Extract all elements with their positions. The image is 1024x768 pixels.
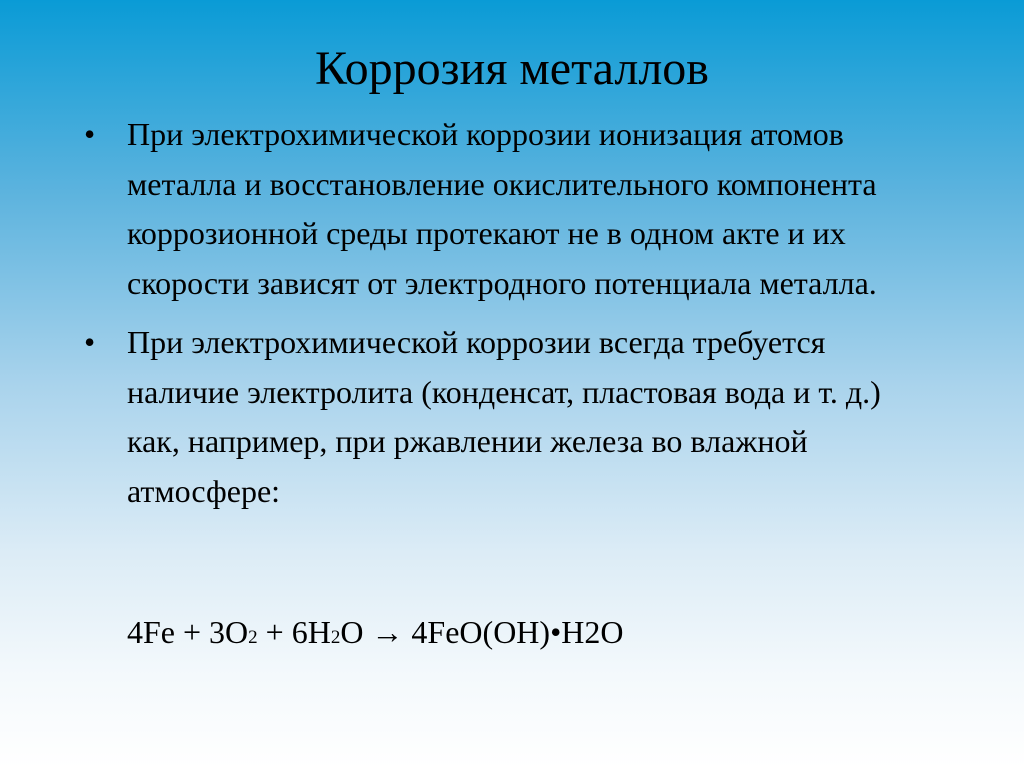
chemical-equation: [127, 608, 623, 662]
equation-part-2: + 6H: [257, 614, 331, 650]
equation-subscript-1: 2: [248, 627, 258, 648]
equation-part-1: 4Fe + 3O: [127, 614, 249, 650]
bullet-item: [84, 318, 914, 516]
bullet-marker: •: [84, 324, 96, 360]
slide-title: Коррозия металлов: [315, 42, 709, 95]
bullet-text: При электрохимической коррозии ионизация атомов металла и восстановление окислительного компонента коррозионной среды протекают не в одном акте и их скорости зависят от электродного потенциала металла.: [127, 116, 877, 301]
equation-part-3: O → 4FeO(OH)•H2O: [340, 614, 624, 650]
bullet-text: При электрохимической коррозии всегда требуется наличие электролита (конденсат, пластовая вода и т. д.) как, например, при ржавлении железа во влажной атмосфере:: [127, 324, 881, 509]
bullet-marker: •: [84, 116, 96, 152]
equation-subscript-2: 2: [330, 627, 341, 648]
bullet-list: [84, 110, 914, 526]
bullet-item: [84, 110, 914, 308]
